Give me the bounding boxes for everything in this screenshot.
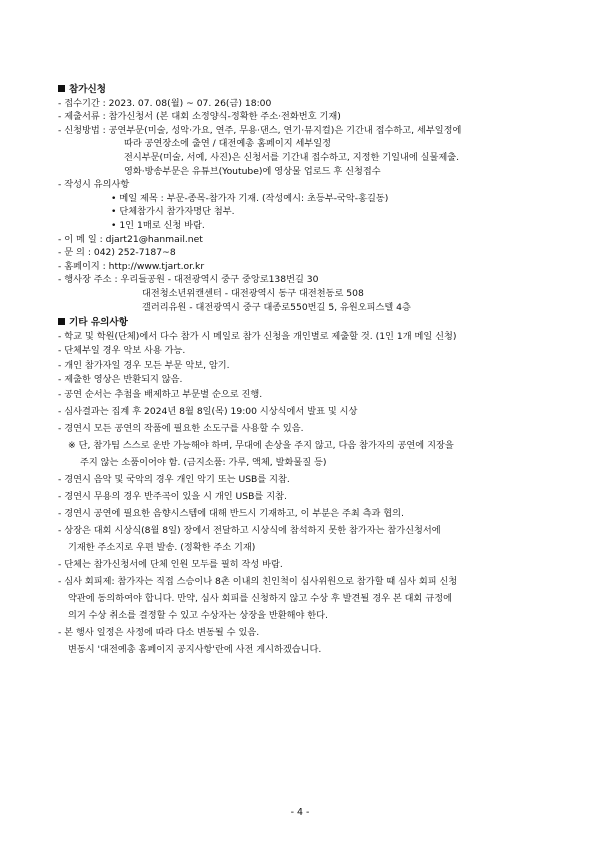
required-documents: - 제출서류 : 참가신청서 (본 대회 소정양식-정확한 주소·전화번호 기재) (58, 111, 341, 123)
black-square-bullet-icon (58, 85, 65, 92)
contact-email: - 이 메 일 : djart21@hanmail.net (58, 233, 203, 245)
list-item: - 상장은 대회 시상식(8월 8일) 장에서 전달하고 시상식에 참석하지 못한 참가자는 참가신청서에 (58, 524, 441, 536)
section-heading-application: 참가신청 (58, 83, 568, 97)
list-item: - 공연 순서는 추첨을 배제하고 부문별 순으로 진행. (58, 389, 263, 401)
page-number: - 4 - (290, 807, 310, 818)
list-item: - 경연시 음악 및 국악의 경우 개인 악기 또는 USB를 지참. (58, 473, 290, 485)
list-item: - 심사 회피제: 참가자는 직접 스승이나 8촌 이내의 친인척이 심사위원으로 참가할 때 심사 회피 신청 (58, 575, 458, 587)
writing-note-1: • 메일 제목 : 부문-종목-참가자 기재. (작성예시: 초등부-국악-홍길동) (111, 192, 389, 204)
venue-address-3: 갤러리유원 - 대전광역시 중구 대종로550번길 5, 유원오피스텔 4층 (142, 301, 411, 313)
other-notes-list (58, 330, 568, 658)
list-item: - 경연시 공연에 필요한 음향시스템에 대해 반드시 기재하고, 이 부분은 주최 측과 협의. (58, 507, 404, 519)
section-heading-other-notes: 기타 유의사항 (58, 316, 568, 330)
application-method-line-1: - 신청방법 : 공연부문(미술, 성악·가요, 연주, 무용·댄스, 연기·뮤지컬)은 기간내 접수하고, 세부일정에 (58, 124, 462, 136)
list-item: - 경연시 무용의 경우 반주곡이 있을 시 개인 USB를 지참. (58, 490, 287, 502)
black-square-bullet-icon (58, 318, 65, 325)
writing-notes-title: - 작성시 유의사항 (58, 179, 130, 191)
list-item-continuation: 기재한 주소지로 우편 발송. (정확한 주소 기재) (68, 541, 256, 553)
list-item-continuation: 의거 수상 취소를 결정할 수 있고 수상자는 상장을 반환해야 한다. (68, 609, 328, 621)
writing-note-3: • 1인 1매로 신청 바람. (111, 219, 205, 231)
application-method-line-3: 전시부문(미술, 서예, 사진)은 신청서를 기간내 접수하고, 지정한 기일내에 실물제출. (124, 151, 460, 163)
list-item-continuation: 약관에 동의하여야 합니다. 만약, 심사 회피를 신청하지 않고 수상 후 발견될 경우 본 대회 규정에 (68, 592, 452, 604)
list-item: - 학교 및 학원(단체)에서 다수 참가 시 메일로 참가 신청을 개인별로 제출할 것. (1인 1개 메일 신청) (58, 330, 457, 342)
writing-note-2: • 단체참가시 참가자명단 첨부. (111, 206, 235, 218)
list-item: - 본 행사 일정은 사정에 따라 다소 변동될 수 있음. (58, 626, 260, 638)
application-period: - 접수기간 : 2023. 07. 08(월) ~ 07. 26(금) 18:00 (58, 97, 272, 109)
application-method-line-4: 영화·방송부문은 유튜브(Youtube)에 영상물 업로드 후 신청접수 (124, 165, 381, 177)
list-item: - 제출한 영상은 반환되지 않음. (58, 374, 183, 386)
venue-address-1: - 행사장 주소 : 우리들공원 - 대전광역시 중구 중앙로138번길 30 (58, 274, 319, 286)
list-item: - 단체는 참가신청서에 단체 인원 모두를 필히 작성 바람. (58, 558, 283, 570)
list-item: - 경연시 모든 공연의 작품에 필요한 소도구를 사용할 수 있음. (58, 422, 304, 434)
application-method-line-2: 따라 공연장소에 출연 / 대전예총 홈페이지 세부일정 (124, 138, 331, 150)
homepage-url: - 홈페이지 : http://www.tjart.or.kr (58, 260, 205, 272)
list-item-continuation: 변동시 '대전예총 홈페이지 공지사항'란에 사전 게시하겠습니다. (68, 643, 322, 655)
contact-phone: - 문 의 : 042) 252-7187~8 (58, 247, 176, 259)
venue-address-2: 대전청소년위캔센터 - 대전광역시 동구 대전천동로 508 (142, 287, 364, 299)
list-item: - 개인 참가자일 경우 모든 부문 악보, 암기. (58, 359, 230, 371)
document-body (58, 83, 568, 658)
list-item-note: ※ 단, 참가팀 스스로 운반 가능해야 하며, 무대에 손상을 주지 않고, 다음 참가자의 공연에 지장을 (68, 439, 454, 451)
list-item-note: 주지 않는 소품이어야 함. (금지소품: 가루, 액체, 발화물질 등) (80, 456, 327, 468)
list-item: - 심사결과는 집계 후 2024년 8월 8일(목) 19:00 시상식에서 발표 및 시상 (58, 405, 358, 417)
list-item: - 단체부일 경우 악보 사용 가능. (58, 345, 186, 357)
